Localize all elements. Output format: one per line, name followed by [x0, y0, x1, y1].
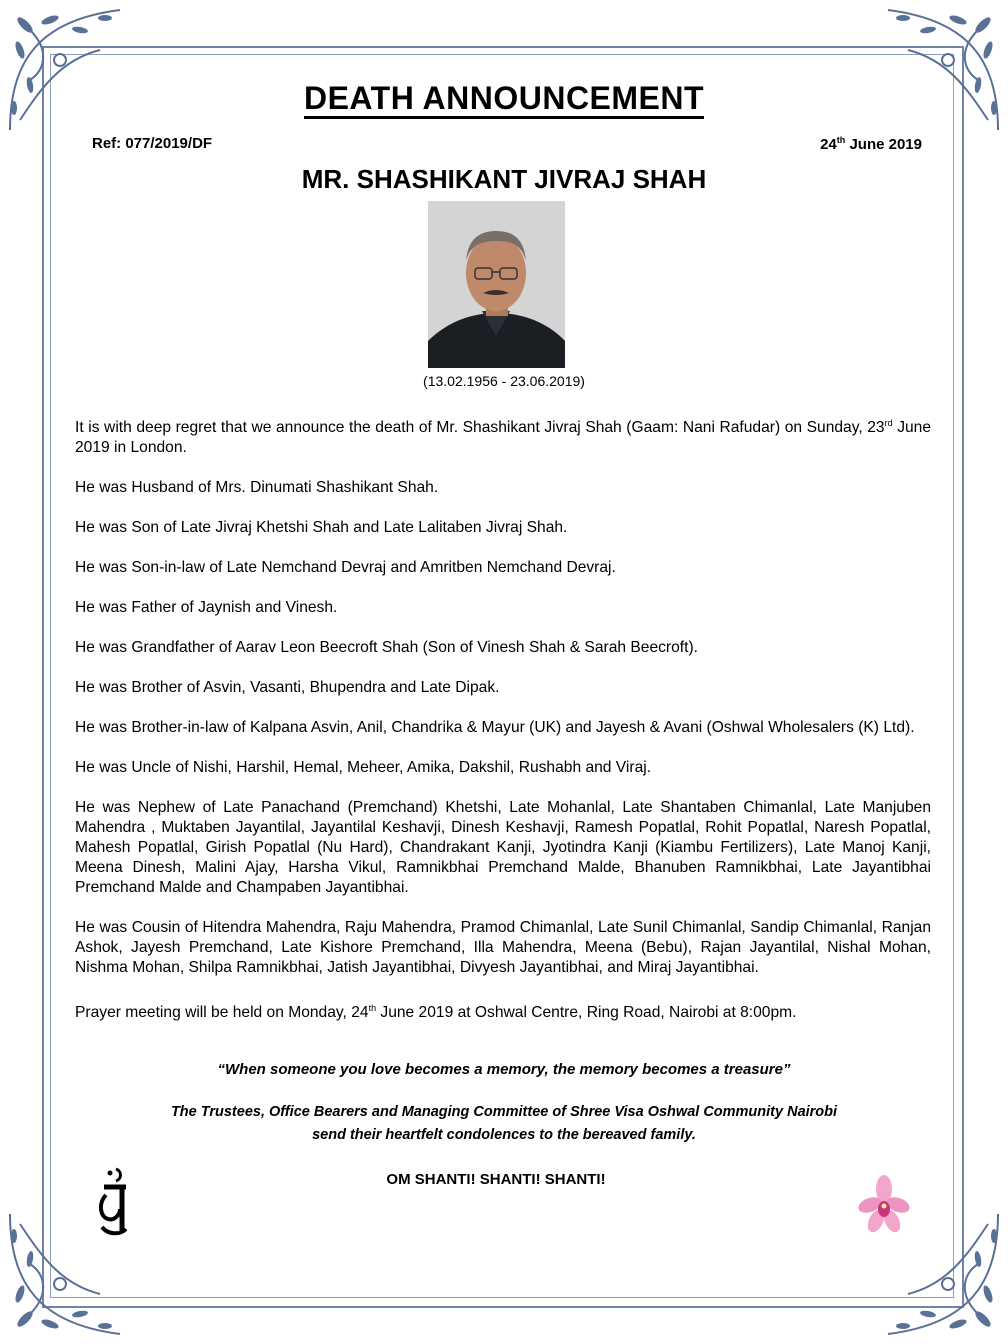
memorial-quote: “When someone you love becomes a memory, the memory becomes a treasure”	[217, 1061, 791, 1078]
announcement-body	[75, 413, 931, 1023]
announcement-paragraph	[75, 413, 931, 458]
closing-prayer: OM SHANTI! SHANTI! SHANTI!	[386, 1171, 606, 1188]
announcement-date	[820, 135, 922, 153]
relation-paragraph: He was Brother-in-law of Kalpana Asvin, Anil, Chandrika & Mayur (UK) and Jayesh & Avani (Oshwal Wholesalers (K) Ltd).	[75, 719, 915, 737]
date-rest: June 2019	[845, 136, 922, 153]
prayer-meeting	[75, 998, 931, 1023]
prayer-sup: th	[368, 1003, 377, 1014]
corner-ornament-icon	[868, 0, 1008, 140]
relation-paragraph: He was Cousin of Hitendra Mahendra, Raju Mahendra, Pramod Chimanlal, Late Sunil Chimanlal, Sandip Chimanlal, Ranjan Ashok, Jayesh Premchand, Late Kishore Premchand, Illa Mahendra, Meena (Bebu), Rajan Jayantilal, Nishal Mohan, Nishma Mohan, Shilpa Ramnikbhai, Jatish Jayantibhai, Divyesh Jayantibhai, and Miraj Jayantibhai.	[75, 919, 931, 977]
jain-symbol-icon	[96, 1165, 136, 1240]
prayer-text: Prayer meeting will be held on Monday, 24	[75, 1004, 369, 1022]
condolence-line-1: The Trustees, Office Bearers and Managing Committee of Shree Visa Oshwal Community Nairobi	[170, 1104, 838, 1120]
announcement-sup: rd	[884, 418, 893, 428]
relation-paragraph: He was Father of Jaynish and Vinesh.	[75, 599, 338, 617]
page-title	[0, 80, 1008, 117]
condolence-line-2: send their heartfelt condolences to the bereaved family.	[312, 1127, 696, 1143]
prayer-text-end: June 2019 at Oshwal Centre, Ring Road, Nairobi at 8:00pm.	[376, 1004, 797, 1022]
relation-paragraph: He was Son-in-law of Late Nemchand Devraj and Amritben Nemchand Devraj.	[75, 559, 616, 577]
deceased-name: MR. SHASHIKANT JIVRAJ SHAH	[301, 164, 707, 194]
date-day: 24	[820, 136, 837, 153]
condolence-message	[0, 1101, 1008, 1147]
relation-paragraph: He was Grandfather of Aarav Leon Beecroft Shah (Son of Vinesh Shah & Sarah Beecroft).	[75, 639, 698, 657]
date-suffix: th	[836, 135, 846, 145]
page-title-text: DEATH ANNOUNCEMENT	[304, 80, 704, 119]
portrait-photo	[428, 201, 565, 368]
relation-paragraph: He was Uncle of Nishi, Harshil, Hemal, Meheer, Amika, Dakshil, Rushabh and Viraj.	[75, 759, 652, 777]
life-dates: (13.02.1956 - 23.06.2019)	[423, 373, 585, 389]
relation-paragraph: He was Nephew of Late Panachand (Premchand) Khetshi, Late Mohanlal, Late Shantaben Chimanlal, Late Manjuben Mahendra , Muktaben Jayantilal, Jayantilal Keshavji, Dinesh Keshavji, Ramesh Popatlal, Rohit Popatlal, Naresh Popatlal, Mahesh Popatlal, Girish Popatlal (Nu Hard), Chandrakant Kanji, Jyotindra Kanji (Kiambu Fertilizers), Late Manoj Kanji, Meena Dinesh, Malini Ajay, Harsha Vikul, Ramnikbhai Premchand Malde, Bhanuben Ramnikbhai, Late Jayantibhai Premchand Malde and Champaben Jayantibhai.	[75, 799, 931, 897]
relation-paragraph: He was Husband of Mrs. Dinumati Shashikant Shah.	[75, 479, 439, 497]
reference-number: Ref: 077/2019/DF	[92, 135, 213, 152]
relation-paragraph: He was Brother of Asvin, Vasanti, Bhupendra and Late Dipak.	[75, 679, 500, 697]
corner-ornament-icon	[0, 0, 140, 140]
orchid-flower-icon	[858, 1175, 910, 1237]
announcement-text: It is with deep regret that we announce the death of Mr. Shashikant Jivraj Shah (Gaam: Nani Rafudar) on Sunday, 23	[75, 419, 885, 437]
relation-paragraph: He was Son of Late Jivraj Khetshi Shah and Late Lalitaben Jivraj Shah.	[75, 519, 568, 537]
announcement-text-end: June 2019 in London.	[75, 419, 932, 457]
